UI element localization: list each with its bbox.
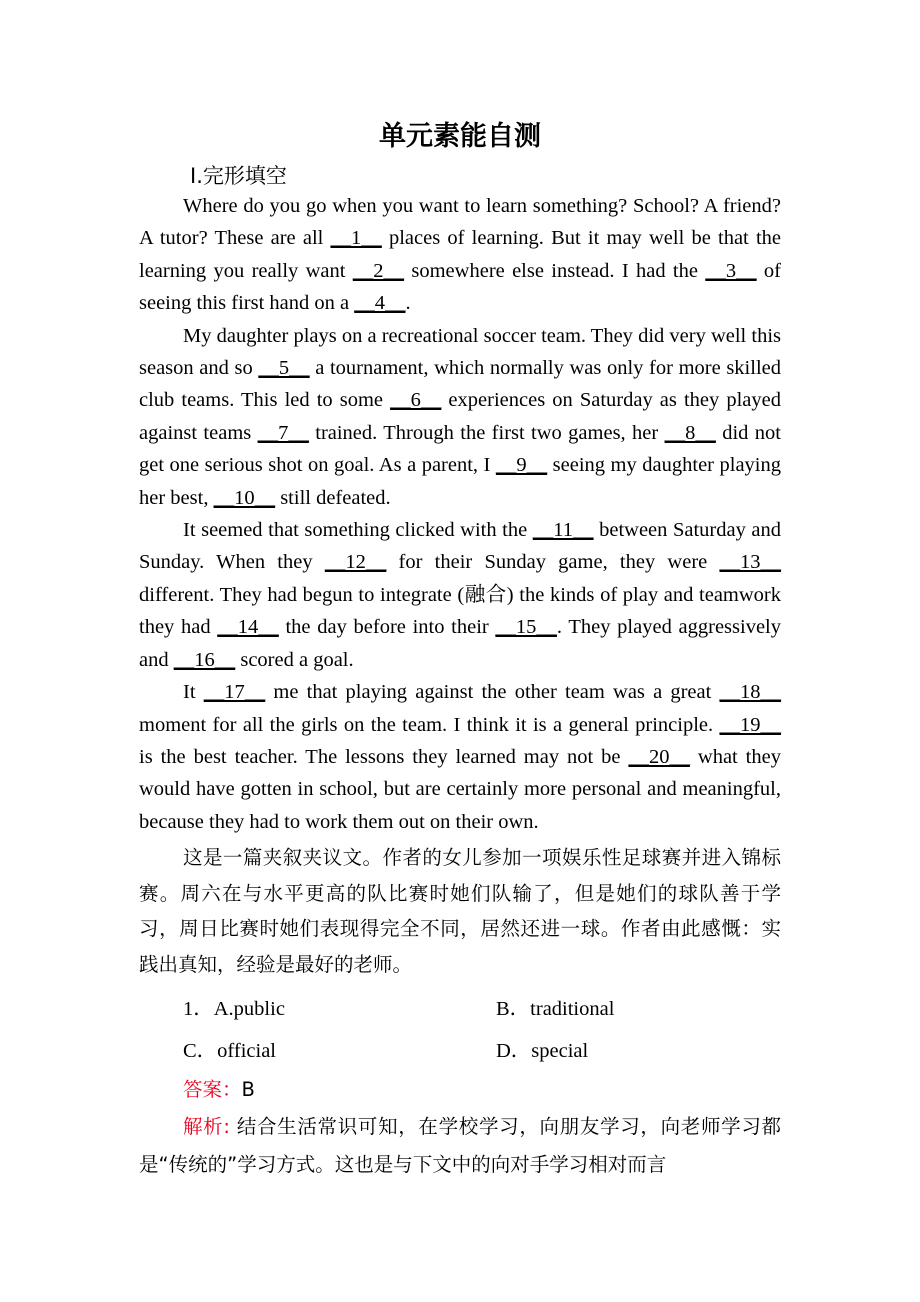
analysis-label: 解析: — [183, 1115, 230, 1139]
option-b[interactable]: B．traditional — [496, 997, 615, 1020]
passage-paragraph — [139, 190, 781, 320]
passage-text: places of learning. But it may well be that the learning you really want — [139, 227, 781, 282]
blank: __14__ — [217, 616, 279, 639]
passage-text: what they would have gotten in school, but are certainly more personal and meaningful, because they had to work them out on their own. — [139, 745, 781, 833]
passage-text: did not get one serious shot on goal. As a parent, I — [139, 421, 781, 477]
passage-text: different. They had begun to integrate (融合) the kinds of play and teamwork they had — [139, 583, 781, 639]
blank: __9__ — [495, 454, 548, 477]
blank: __4__ — [354, 292, 406, 315]
options-row — [139, 1030, 781, 1072]
passage-text: It — [183, 681, 204, 704]
passage-text: trained. Through the first two games, her — [308, 421, 665, 444]
blank: __18__ — [719, 681, 782, 704]
options-row — [139, 988, 781, 1030]
blank: __2__ — [352, 259, 405, 282]
passage-text: still defeated. — [275, 486, 391, 509]
blank: __12__ — [324, 551, 387, 574]
passage-text: My daughter plays on a recreational soccer team. They did very well this season and so — [139, 324, 781, 380]
passage-text: a tournament, which normally was only for more skilled club teams. This led to some — [139, 357, 781, 412]
passage-text: seeing my daughter playing her best, — [139, 454, 781, 509]
passage-summary: 这是一篇夹叙夹议文。作者的女儿参加一项娱乐性足球赛并进入锦标赛。周六在与水平更高的队比赛时她们队输了，但是她们的球队善于学习，周日比赛时她们表现得完全不同，居然还进一球。作者由此感慨：实践出真知，经验是最好的老师。 — [139, 846, 781, 976]
document-body — [139, 190, 781, 1184]
passage-text: It seemed that something clicked with the — [183, 519, 533, 542]
blank: __15__ — [495, 616, 557, 639]
blank: __20__ — [628, 745, 690, 768]
question-options — [139, 988, 781, 1072]
blank: __16__ — [173, 648, 236, 671]
passage-text: experiences on Saturday as they played against teams — [139, 389, 781, 444]
passage-paragraph — [139, 514, 781, 676]
passage-text: . — [405, 292, 411, 315]
passage-text: me that playing against the other team was a great — [265, 681, 720, 704]
blank: __13__ — [719, 551, 781, 574]
blank: __11__ — [532, 519, 594, 542]
blank: __5__ — [258, 357, 310, 380]
page-title: 单元素能自测 — [379, 121, 541, 152]
passage-text: somewhere else instead. I had the — [404, 259, 706, 282]
blank: __8__ — [664, 421, 716, 444]
passage-text: . They played aggressively and — [139, 616, 781, 671]
answer-value: B — [241, 1078, 255, 1102]
passage-text: moment for all the girls on the team. I think it is a general principle. — [139, 713, 720, 736]
passage-text: scored a goal. — [235, 648, 354, 671]
passage-text: for their Sunday game, they were — [386, 551, 720, 574]
analysis-text: 结合生活常识可知，在学校学习，向朋友学习，向老师学习都是“传统的”学习方式。这也是与下文中的向对手学习相对而言 — [139, 1115, 781, 1177]
passage-text: the day before into their — [278, 616, 496, 639]
blank: __6__ — [390, 389, 442, 412]
answer-line — [183, 1072, 781, 1108]
analysis-block — [139, 1108, 781, 1184]
passage — [139, 190, 781, 838]
option-c[interactable]: C．official — [183, 1039, 276, 1062]
option-d[interactable]: D．special — [496, 1039, 589, 1062]
option-a[interactable]: 1．A.public — [183, 997, 285, 1020]
passage-text: between Saturday and Sunday. When they — [139, 519, 781, 574]
blank: __7__ — [257, 421, 309, 444]
blank: __1__ — [330, 227, 382, 250]
passage-paragraph — [139, 320, 781, 514]
section-heading: Ⅰ.完形填空 — [190, 164, 287, 188]
passage-text: of seeing this first hand on a — [139, 259, 781, 315]
blank: __10__ — [213, 486, 276, 509]
blank: __17__ — [203, 681, 266, 704]
answer-label: 答案： — [183, 1078, 242, 1102]
blank: __19__ — [719, 713, 781, 736]
passage-text: Where do you go when you want to learn something? School? A friend? A tutor? These are all — [139, 195, 781, 250]
blank: __3__ — [705, 259, 757, 282]
passage-paragraph — [139, 676, 781, 838]
passage-text: is the best teacher. The lessons they learned may not be — [139, 745, 629, 768]
